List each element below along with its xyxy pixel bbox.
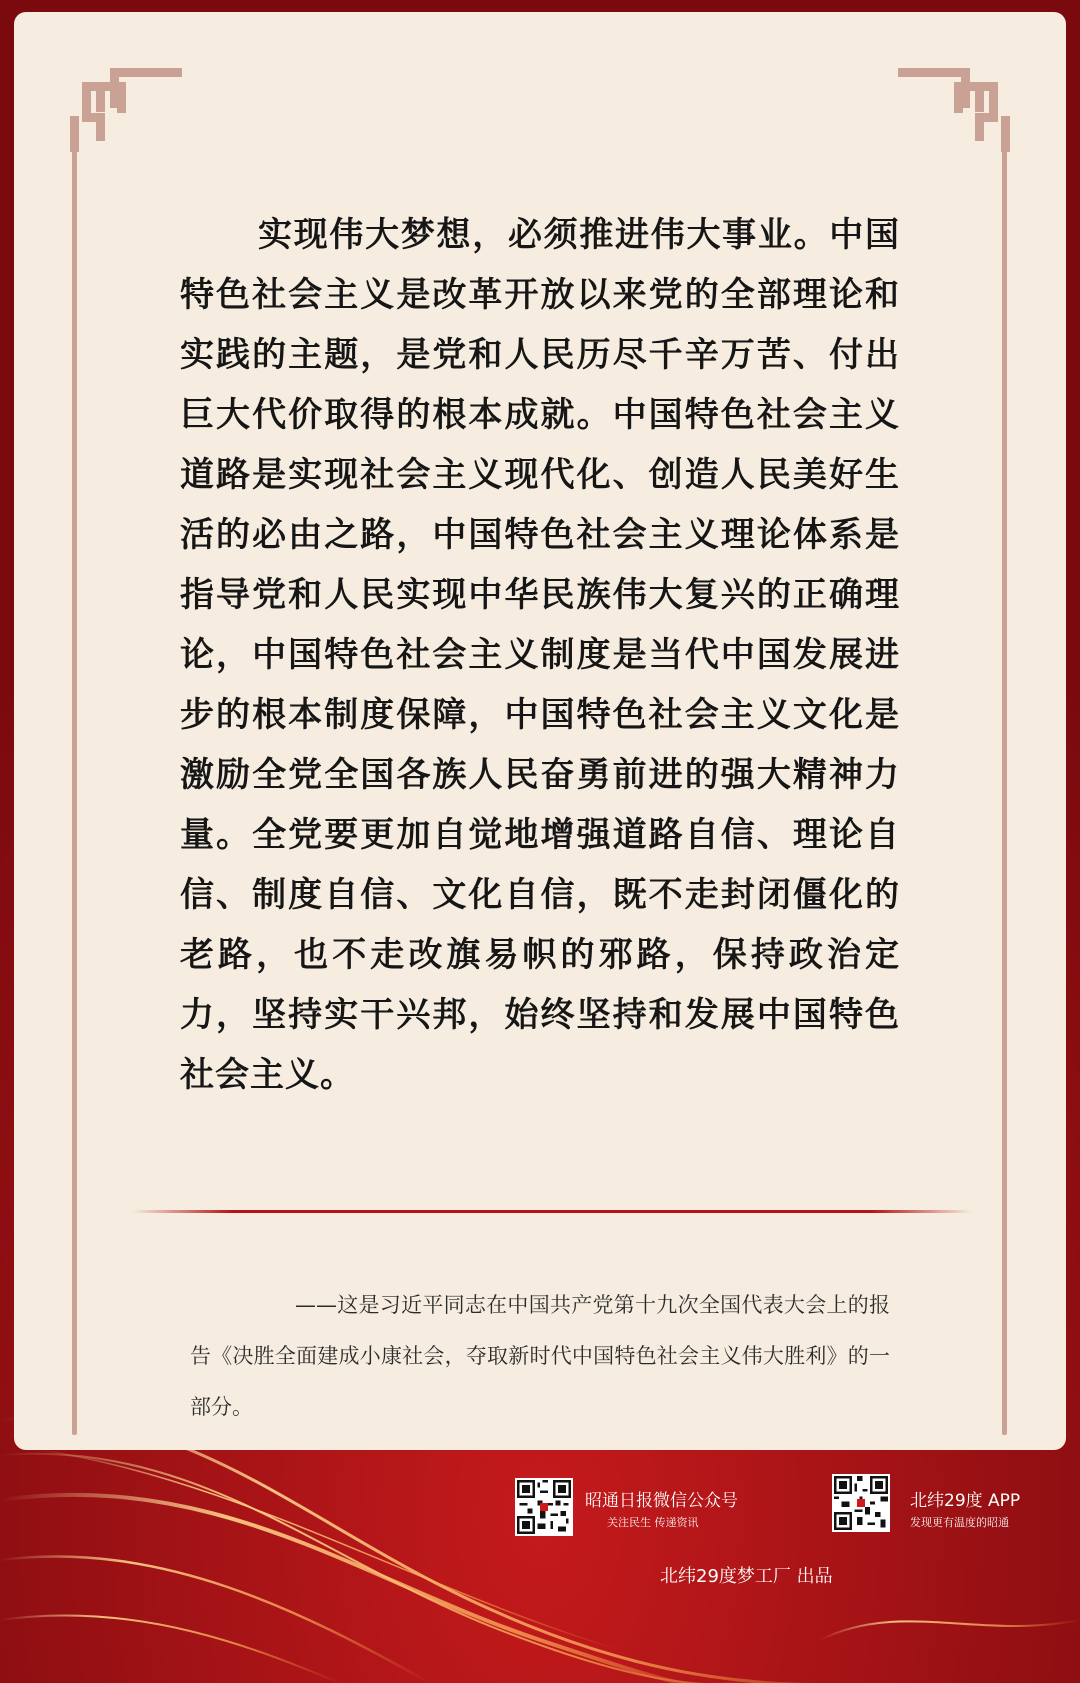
qr-code-left-icon (515, 1478, 573, 1536)
source-attribution-text: ——这是习近平同志在中国共产党第十九次全国代表大会上的报告《决胜全面建成小康社会，夺取新时代中国特色社会主义伟大胜利》的一部分。 (190, 1293, 890, 1419)
section-divider (132, 1210, 972, 1213)
producer-credit: 北纬29度梦工厂 出品 (660, 1566, 833, 1587)
qr-right-subtitle: 发现更有温度的昭通 (910, 1516, 1009, 1529)
corner-ornament-left-icon (70, 68, 182, 152)
qr-left-caption (585, 1486, 738, 1530)
qr-right-caption (910, 1486, 1020, 1530)
qr-code-right-icon (832, 1474, 890, 1532)
qr-left-title: 昭通日报微信公众号 (585, 1491, 738, 1511)
qr-left-subtitle: 关注民生 传递资讯 (607, 1516, 699, 1529)
quote-body-text: 实现伟大梦想，必须推进伟大事业。中国特色社会主义是改革开放以来党的全部理论和实践的主题，是党和人民历尽千辛万苦、付出巨大代价取得的根本成就。中国特色社会主义道路是实现社会主义现代化、创造人民美好生活的必由之路，中国特色社会主义理论体系是指导党和人民实现中华民族伟大复兴的正确理论，中国特色社会主义制度是当代中国发展进步的根本制度保障，中国特色社会主义文化是激励全党全国各族人民奋勇前进的强大精神力量。全党要更加自觉地增强道路自信、理论自信、制度自信、文化自信，既不走封闭僵化的老路，也不走改旗易帜的邪路，保持政治定力，坚持实干兴邦，始终坚持和发展中国特色社会主义。 (180, 215, 900, 1095)
frame-right-line (1002, 120, 1007, 1435)
corner-ornament-right-icon (898, 68, 1010, 152)
qr-right-title: 北纬29度 APP (910, 1491, 1021, 1511)
frame-left-line (72, 120, 77, 1435)
